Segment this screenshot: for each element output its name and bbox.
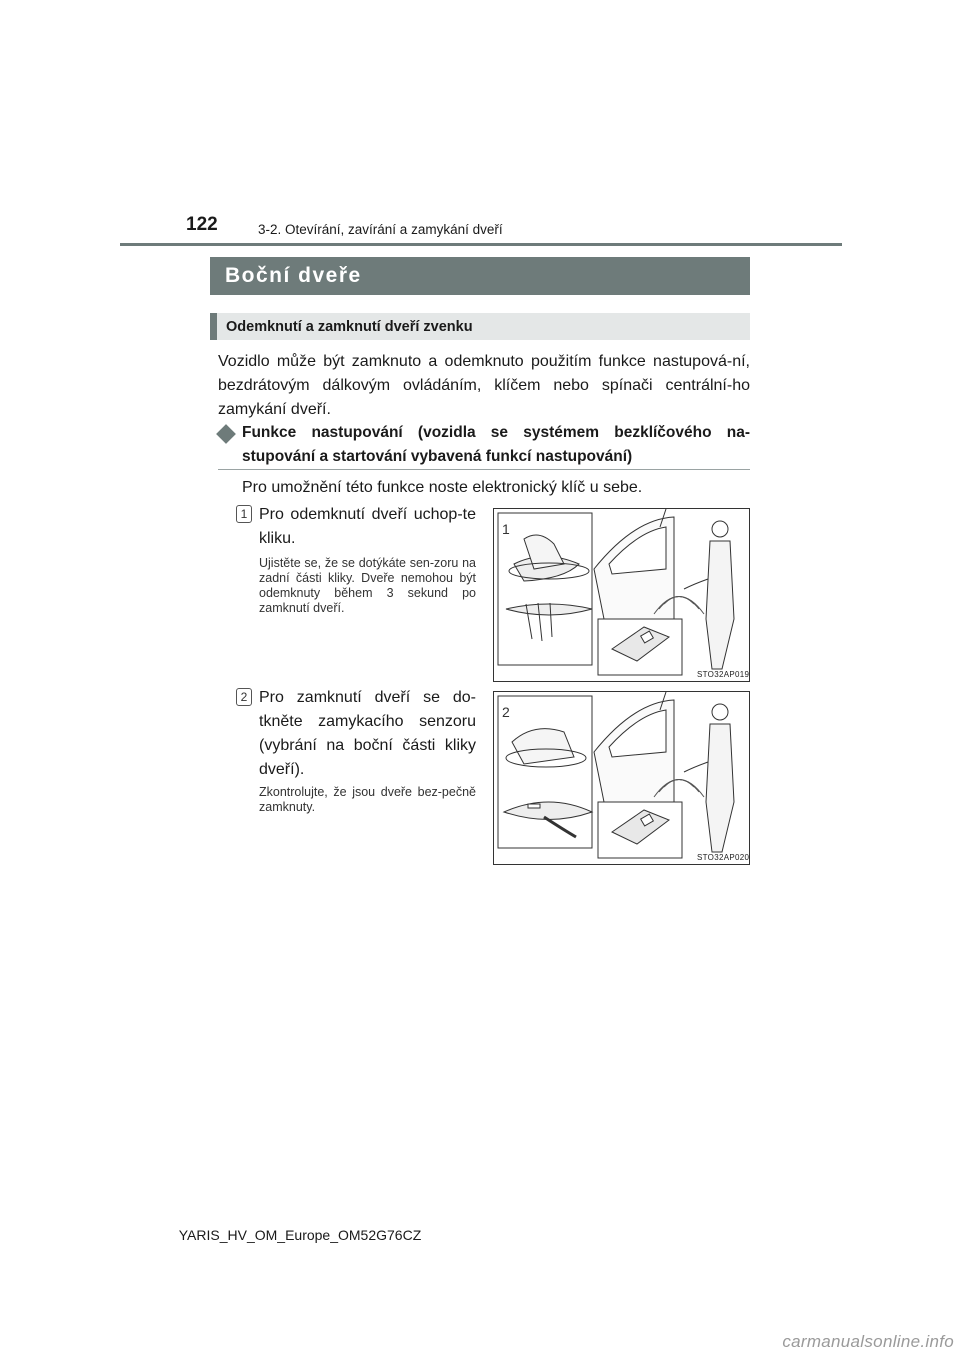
- feature-text: Pro umožnění této funkce noste elektronický klíč u sebe.: [242, 479, 643, 496]
- watermark: carmanualsonline.info: [782, 1332, 954, 1351]
- footer-doc-id: YARIS_HV_OM_Europe_OM52G76CZ: [178, 1227, 422, 1243]
- feature-heading: Funkce nastupování (vozidla se systémem bezklíčového na-stupování a startování vybavená funkcí nastupování): [242, 424, 750, 465]
- figure-2-label: STO32AP020: [697, 853, 750, 862]
- subsection-title: Odemknutí a zamknutí dveří zvenku: [226, 318, 473, 335]
- section-title: Boční dveře: [225, 264, 362, 287]
- diamond-icon: [216, 424, 236, 444]
- step-number-2: 2: [236, 688, 252, 706]
- section-title-bar: [210, 257, 750, 295]
- figure-2-number: 2: [502, 704, 510, 720]
- figure-1-number: 1: [502, 521, 510, 537]
- feature-divider: [218, 469, 750, 470]
- step-2-text: Pro zamknutí dveří se do-tkněte zamykacího senzoru (vybrání na boční části kliky dveří).: [259, 689, 476, 778]
- step-1-text: Pro odemknutí dveří uchop-te kliku.: [259, 506, 476, 547]
- figure-unlock: [493, 508, 750, 682]
- figure-lock: [493, 691, 750, 865]
- figure-1-label: STO32AP019: [697, 670, 750, 679]
- step-number-1: 1: [236, 505, 252, 523]
- step-1-note: Ujistěte se, že se dotýkáte sen-zoru na zadní části kliky. Dveře nemohou být odemknuty během 3 sekund po zamknutí dveří.: [259, 556, 476, 615]
- subsection-bar: [210, 313, 750, 340]
- header-divider: [120, 243, 842, 246]
- step-2-note: Zkontrolujte, že jsou dveře bez-pečně zamknuty.: [259, 785, 476, 814]
- page-number: 122: [186, 214, 218, 235]
- breadcrumb: 3-2. Otevírání, zavírání a zamykání dveří: [258, 222, 503, 237]
- subsection-accent: [210, 313, 217, 340]
- intro-paragraph: Vozidlo může být zamknuto a odemknuto použitím funkce nastupová-ní, bezdrátovým dálkovým ovládáním, klíčem nebo spínači centrální-ho zamykání dveří.: [218, 353, 750, 418]
- figure-lock-illustration: [494, 692, 749, 864]
- figure-unlock-illustration: [494, 509, 749, 681]
